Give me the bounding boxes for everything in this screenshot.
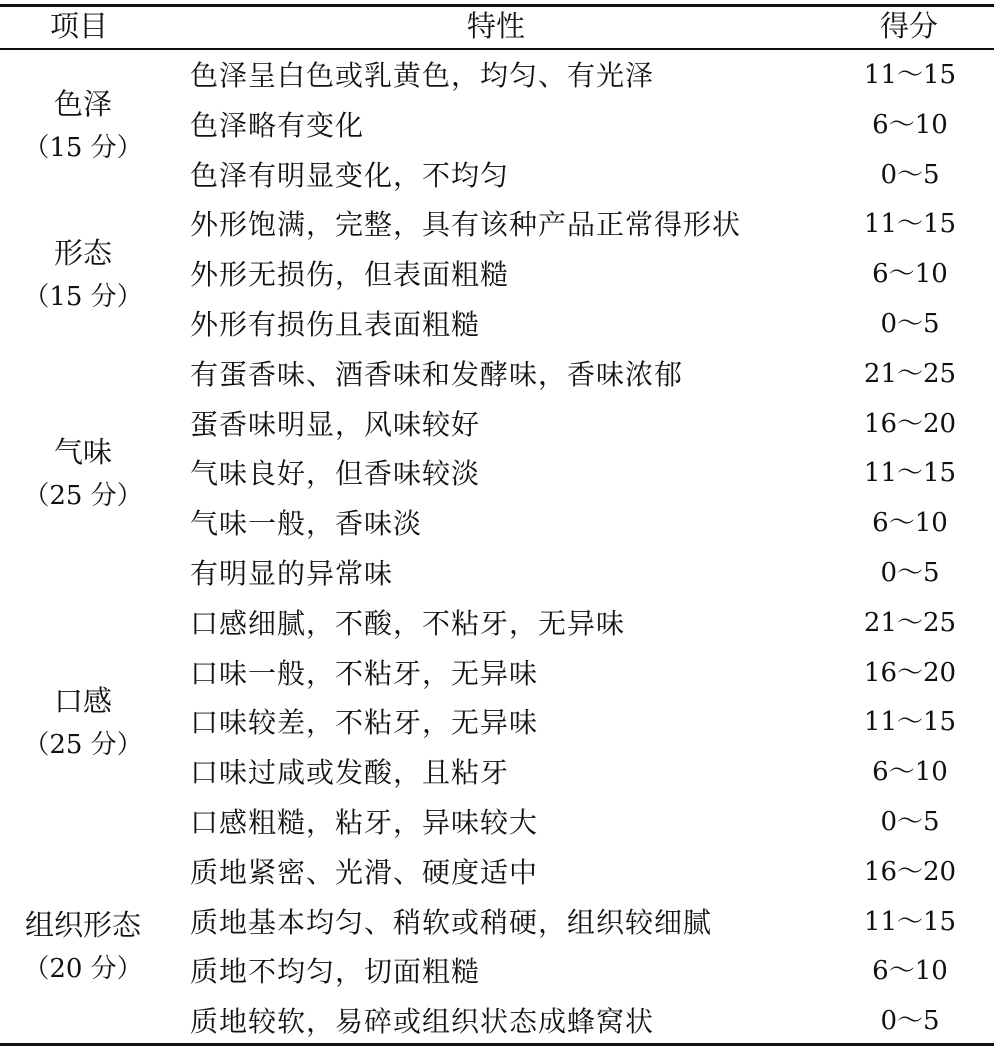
property-cell: 有明显的异常味 — [190, 557, 394, 590]
table-row — [0, 848, 994, 898]
score-cell: 6～10 — [872, 508, 948, 539]
score-cell: 16～20 — [863, 408, 957, 439]
item-name: 气味 — [53, 435, 112, 470]
score-cell: 16～20 — [863, 856, 957, 887]
property-cell: 气味良好，但香味较淡 — [190, 457, 481, 491]
property-cell: 色泽有明显变化，不均匀 — [190, 158, 510, 192]
item-points: （15 分） — [23, 282, 143, 313]
property-cell: 蛋香味明显，风味较好 — [190, 407, 481, 441]
item-points: （15 分） — [23, 132, 143, 163]
score-cell: 11～15 — [863, 209, 957, 240]
property-cell: 外形无损伤，但表面粗糙 — [190, 258, 510, 292]
item-cell — [0, 903, 166, 991]
item-name: 形态 — [53, 236, 112, 271]
property-cell: 色泽略有变化 — [190, 108, 365, 142]
score-cell: 6～10 — [872, 109, 948, 140]
table-header-rule — [0, 48, 994, 50]
score-cell: 11～15 — [863, 60, 957, 90]
header-item: 项目 — [50, 9, 109, 43]
score-cell: 11～15 — [863, 707, 957, 738]
score-cell: 6～10 — [872, 757, 948, 788]
score-cell: 0～5 — [880, 558, 940, 588]
score-cell: 21～25 — [863, 358, 957, 389]
property-cell: 口味过咸或发酸，且粘牙 — [190, 756, 510, 790]
score-cell: 0～5 — [880, 309, 940, 339]
property-cell: 质地基本均匀、稍软或稍硬，组织较细腻 — [190, 905, 713, 939]
item-cell — [0, 430, 166, 518]
score-cell: 6～10 — [872, 956, 948, 987]
table-row — [0, 798, 994, 848]
property-cell: 口感细腻，不酸，不粘牙，无异味 — [190, 606, 626, 640]
score-cell: 0～5 — [880, 1006, 940, 1037]
table-row — [0, 350, 994, 400]
property-cell: 外形饱满，完整，具有该种产品正常得形状 — [190, 208, 742, 242]
score-cell: 0～5 — [880, 807, 940, 837]
property-cell: 色泽呈白色或乳黄色，均匀、有光泽 — [190, 59, 655, 92]
property-cell: 气味一般，香味淡 — [190, 507, 423, 541]
property-cell: 口味较差，不粘牙，无异味 — [190, 706, 539, 740]
score-cell: 0～5 — [880, 159, 940, 190]
score-cell: 11～15 — [863, 458, 957, 489]
table-bottom-rule — [0, 1043, 994, 1046]
score-cell: 21～25 — [863, 607, 957, 638]
item-points: （20 分） — [23, 954, 143, 985]
property-cell: 质地不均匀，切面粗糙 — [190, 955, 481, 989]
item-points: （25 分） — [23, 730, 143, 761]
property-cell: 有蛋香味、酒香味和发酵味，香味浓郁 — [190, 357, 684, 391]
item-name: 色泽 — [53, 86, 112, 121]
property-cell: 口味一般，不粘牙，无异味 — [190, 656, 539, 690]
score-cell: 6～10 — [872, 259, 948, 290]
property-cell: 外形有损伤且表面粗糙 — [190, 308, 481, 341]
item-cell — [0, 679, 166, 767]
header-score: 得分 — [880, 9, 939, 43]
table-row — [0, 997, 994, 1047]
item-cell — [0, 231, 166, 319]
item-name: 组织形态 — [24, 908, 141, 943]
item-points: （25 分） — [23, 481, 143, 512]
item-name: 口感 — [53, 684, 112, 719]
item-cell — [0, 82, 166, 170]
property-cell: 质地较软，易碎或组织状态成蜂窝状 — [190, 1005, 655, 1039]
score-cell: 11～15 — [863, 906, 957, 937]
header-property: 特性 — [467, 9, 526, 43]
score-cell: 16～20 — [863, 657, 957, 688]
table-row — [0, 599, 994, 649]
property-cell: 质地紧密、光滑、硬度适中 — [190, 855, 539, 889]
table-row — [0, 549, 994, 599]
property-cell: 口感粗糙，粘牙，异味较大 — [190, 806, 539, 839]
